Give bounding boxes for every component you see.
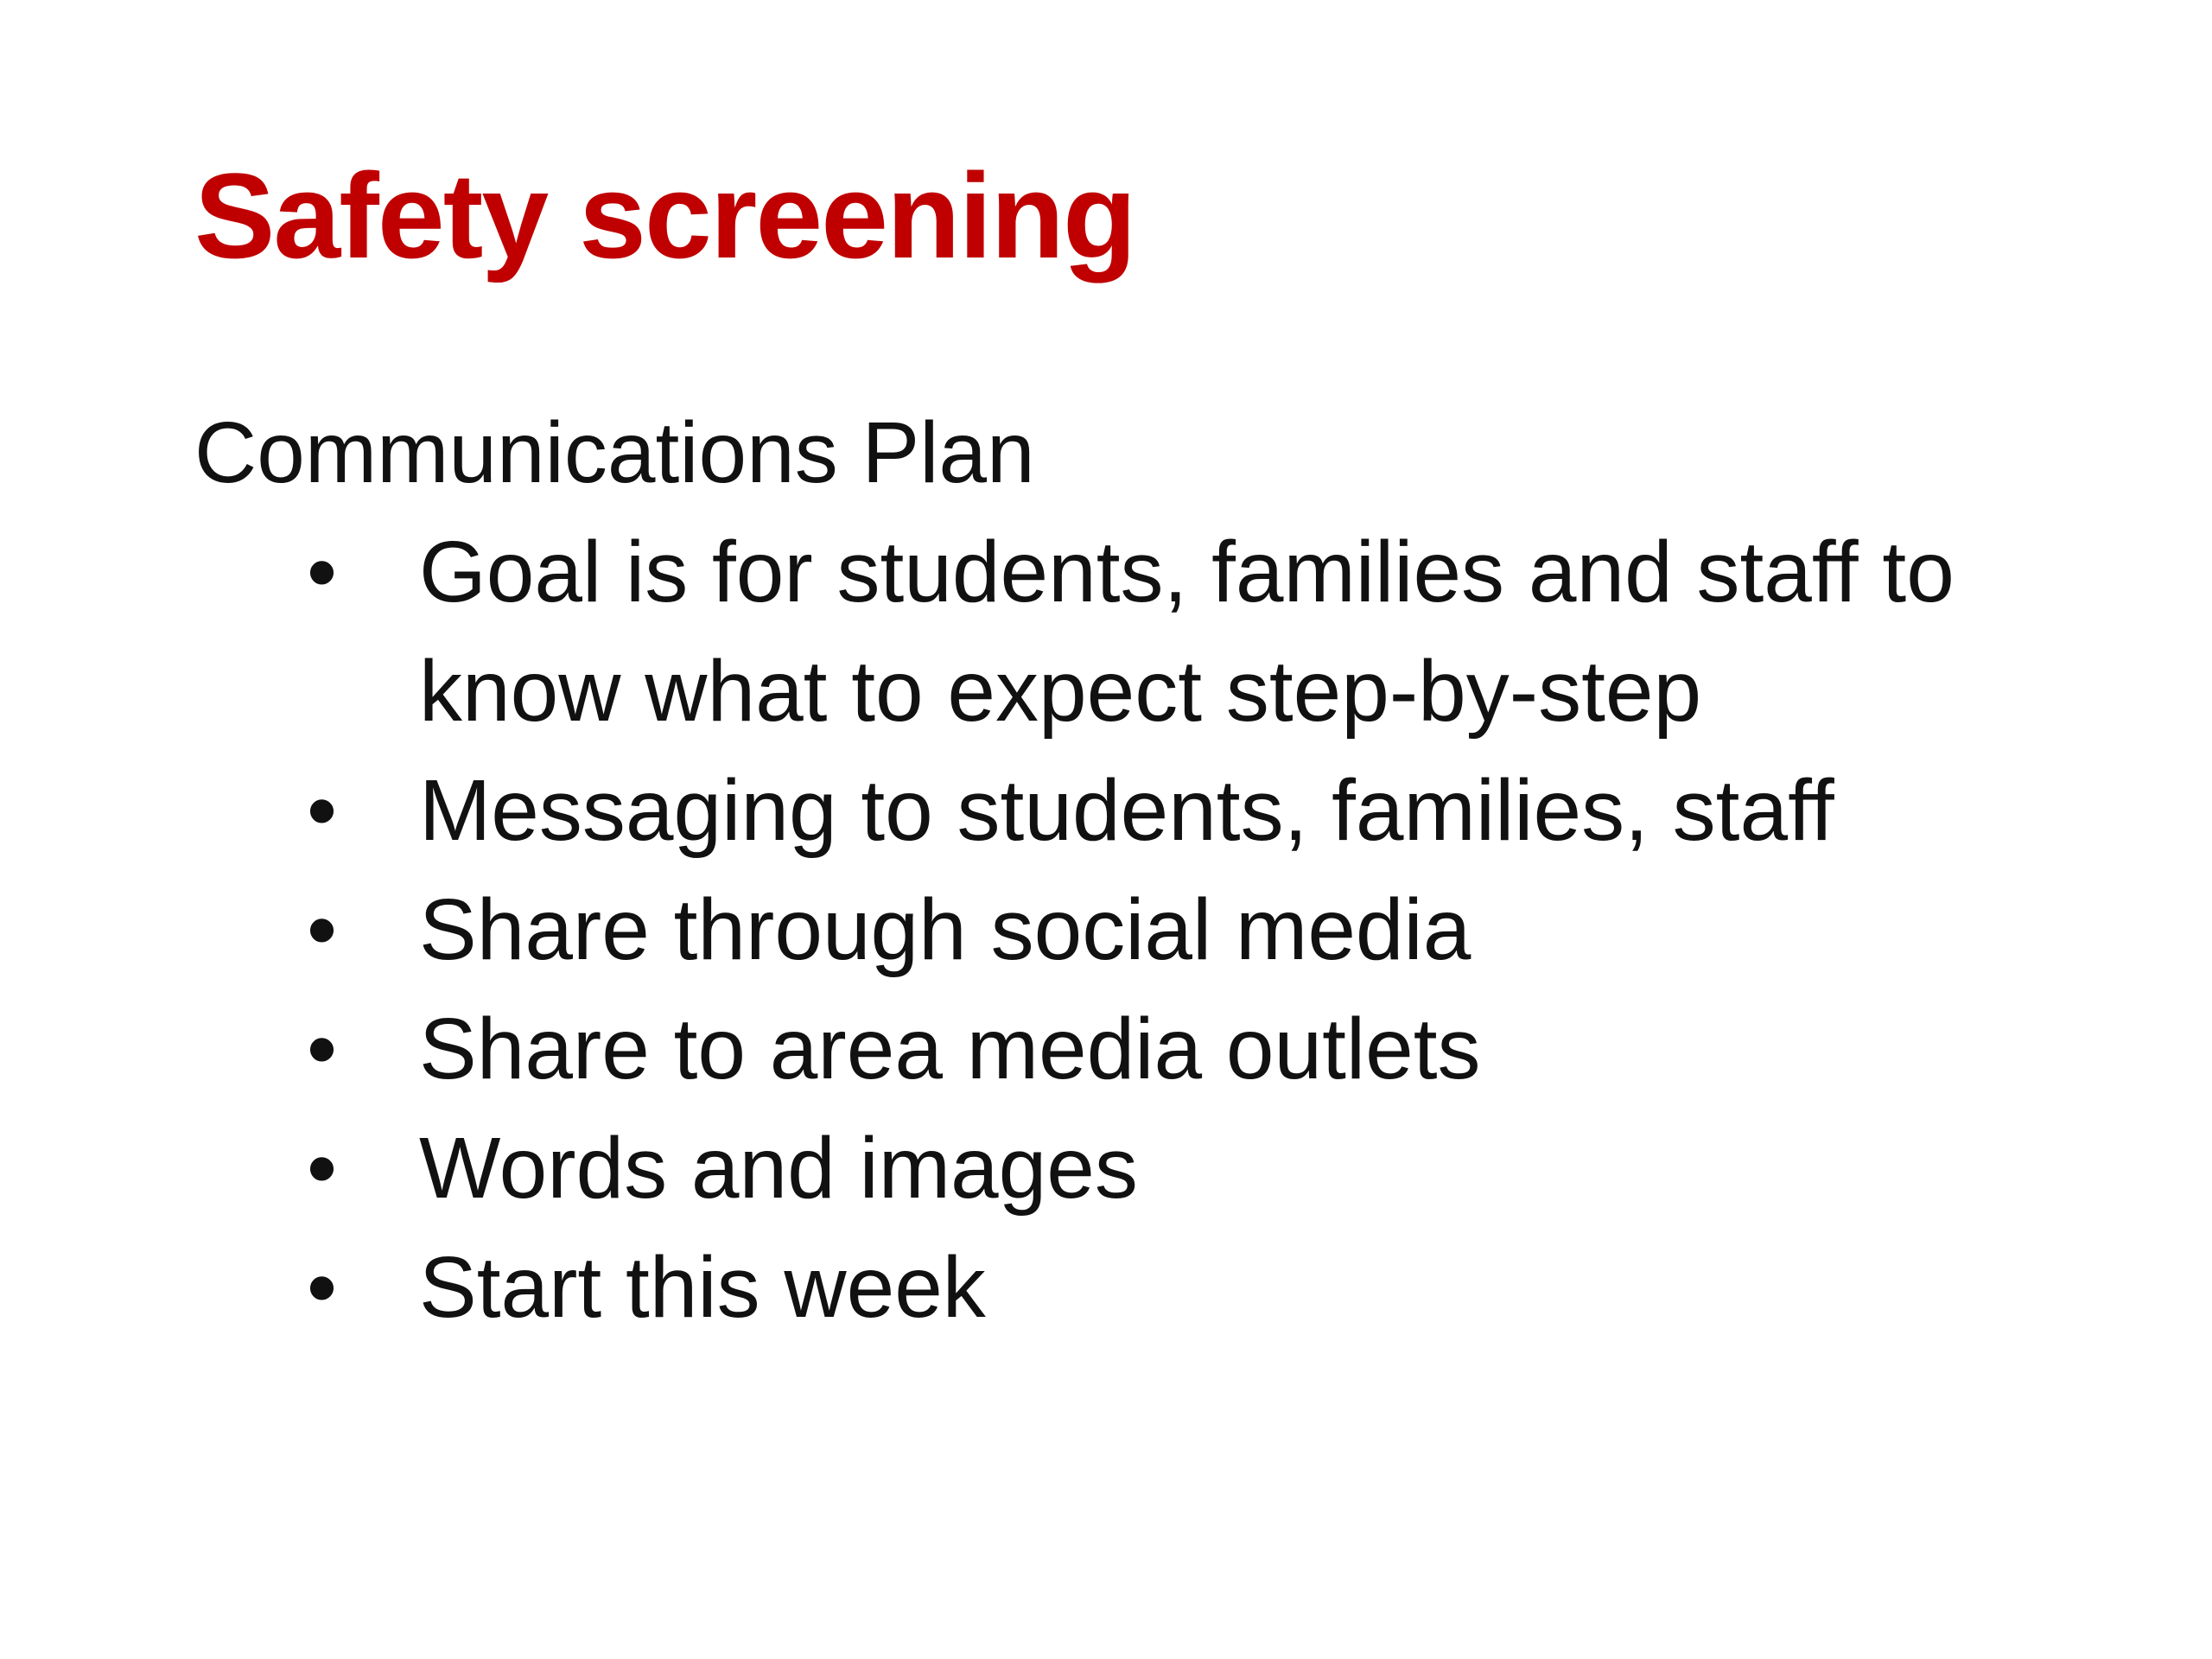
- bullet-text: Start this week: [419, 1239, 986, 1336]
- bullet-item: [194, 751, 2139, 870]
- bullet-item: [194, 870, 2139, 989]
- bullet-item: [194, 512, 2139, 751]
- slide-title: Safety screening: [194, 148, 1135, 283]
- bullet-dot-icon: •: [307, 524, 338, 620]
- bullet-item: [194, 1109, 2139, 1228]
- bullet-text: Goal is for students, families and staff to know what to expect step-by-step: [419, 524, 1955, 740]
- bullet-dot-icon: •: [307, 1120, 338, 1217]
- bullet-dot-icon: •: [307, 881, 338, 978]
- bullet-text: Share through social media: [419, 881, 1471, 978]
- bullet-dot-icon: •: [307, 762, 338, 859]
- bullet-item: [194, 989, 2139, 1109]
- section-heading: Communications Plan: [194, 404, 1035, 501]
- bullet-dot-icon: •: [307, 1001, 338, 1097]
- bullet-dot-icon: •: [307, 1239, 338, 1336]
- bullet-item: [194, 1228, 2139, 1347]
- bullet-text: Share to area media outlets: [419, 1001, 1481, 1097]
- bullet-text: Messaging to students, families, staff: [419, 762, 1834, 859]
- bullet-list: [194, 512, 2139, 1347]
- slide-body: [194, 393, 2139, 1347]
- bullet-text: Words and images: [419, 1120, 1138, 1217]
